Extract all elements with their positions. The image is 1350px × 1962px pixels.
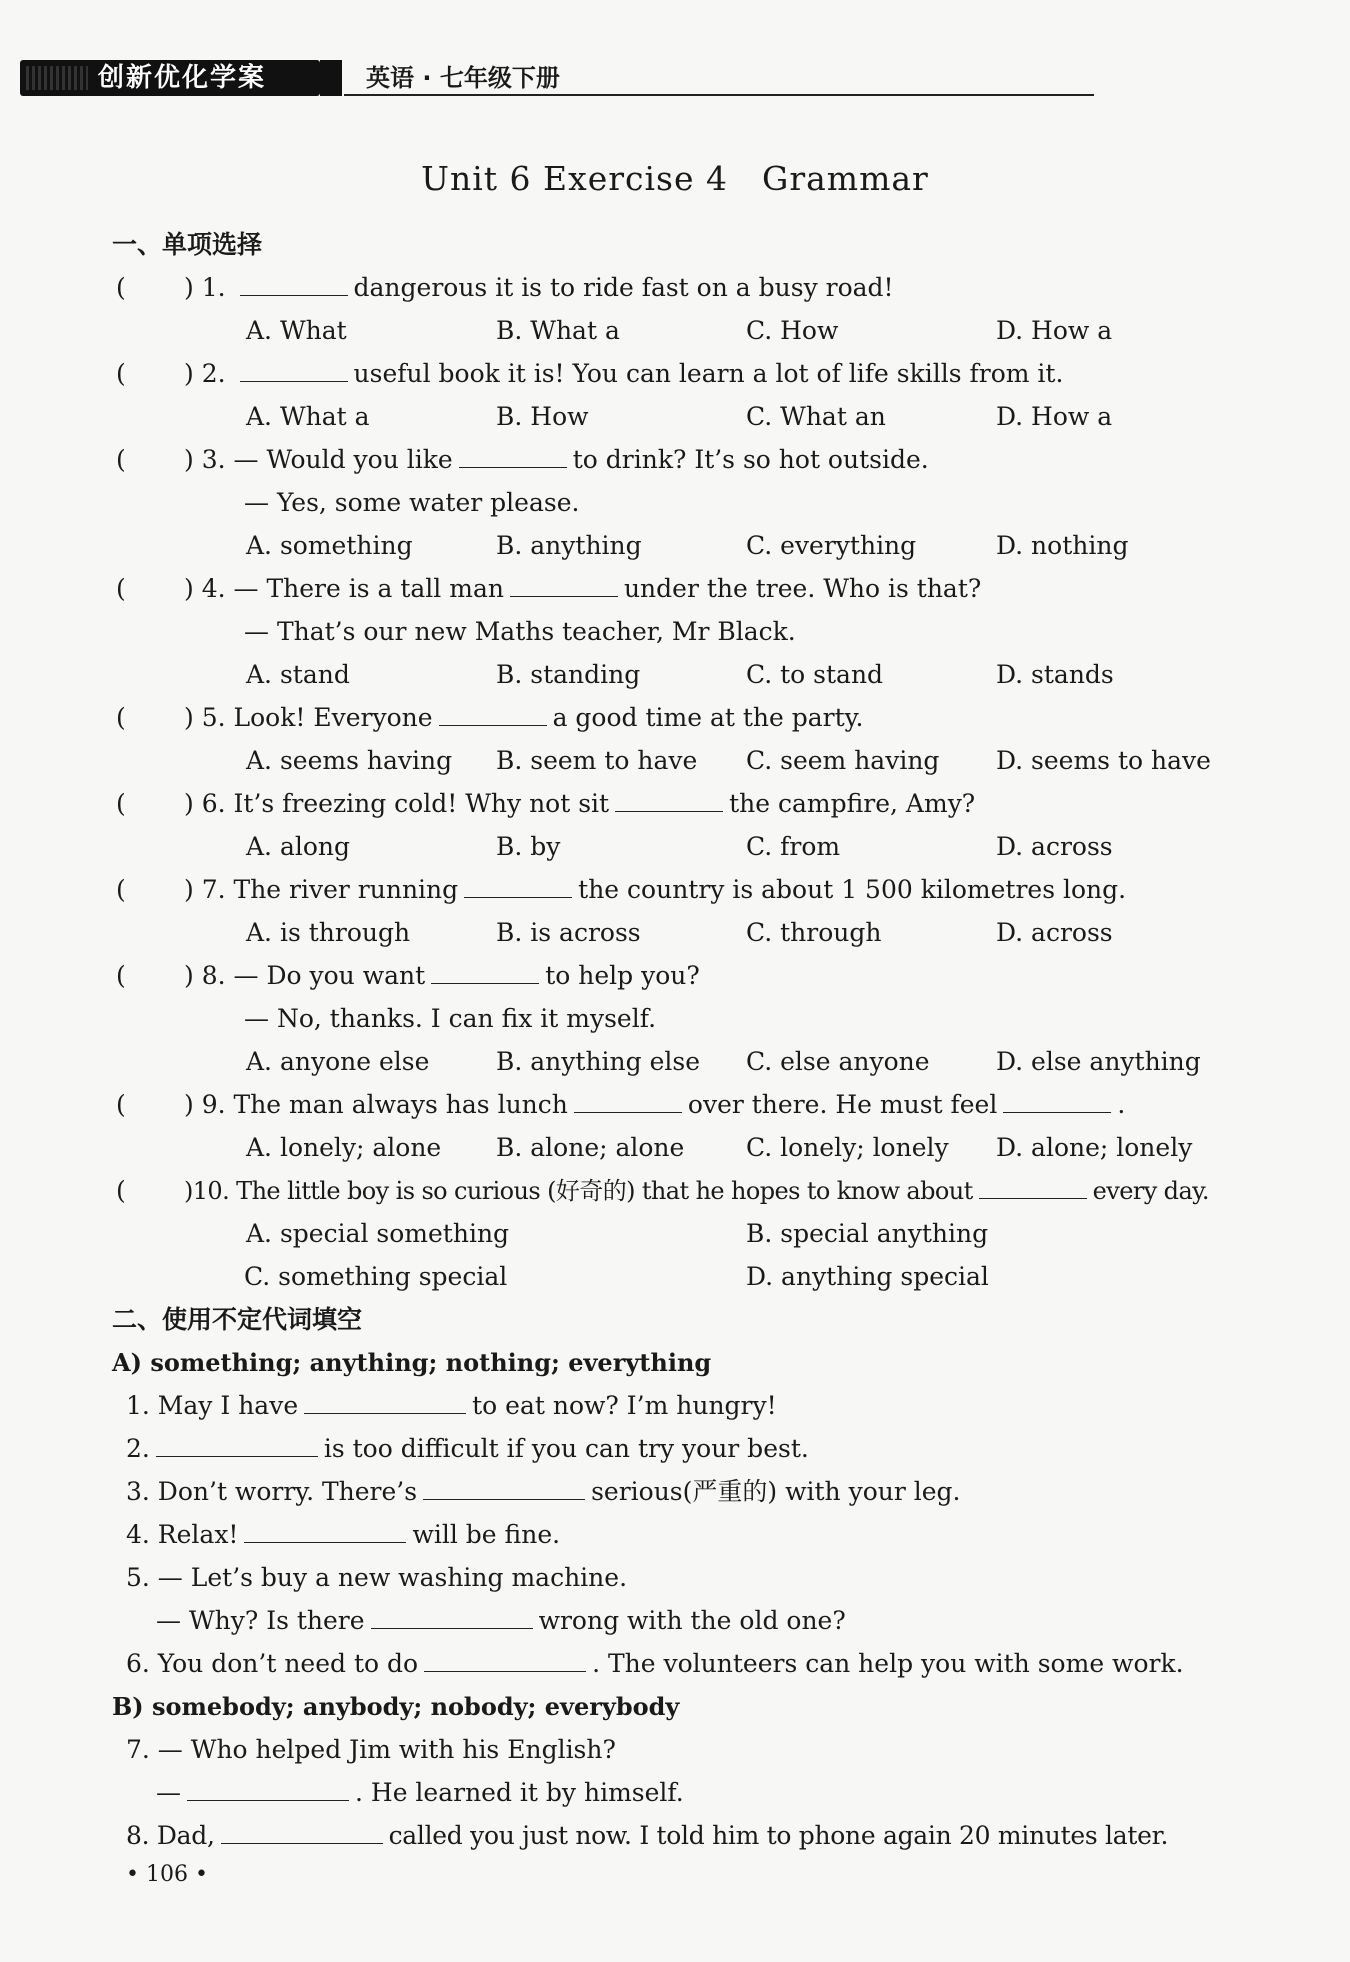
fill-item-3: 3. Don’t worry. There’s serious(严重的) with your leg. (126, 1477, 961, 1506)
option-a: A. special something (246, 1219, 510, 1248)
answer-blank[interactable] (431, 961, 539, 984)
option-a: A. is through (246, 918, 411, 947)
option-d: D. How a (996, 402, 1113, 431)
answer-blank[interactable] (439, 703, 547, 726)
option-d: D. seems to have (996, 746, 1211, 775)
answer-blank[interactable] (1003, 1090, 1111, 1113)
question-number: )10. (184, 1177, 230, 1205)
fill-item-1: 1. May I have to eat now? I’m hungry! (126, 1391, 777, 1420)
option-b: B. anything (496, 531, 642, 560)
option-d: D. across (996, 832, 1113, 861)
option-c: C. everything (746, 531, 917, 560)
question-3 (184, 445, 929, 475)
section1-heading: 一、单项选择 (112, 230, 263, 259)
word-bank-b: B) somebody; anybody; nobody; everybody (112, 1692, 680, 1721)
question-number: ) 5. (184, 703, 226, 732)
page-title: Unit 6 Exercise 4 Grammar (421, 159, 929, 198)
option-c: C. to stand (746, 660, 884, 689)
option-b: B. seem to have (496, 746, 698, 775)
option-a: A. What a (246, 402, 370, 431)
question-line2: — No, thanks. I can fix it myself. (244, 1004, 657, 1033)
answer-paren-open: ( (116, 961, 126, 990)
question-stem: The man always has lunch (233, 1090, 568, 1119)
question-number: ) 4. (184, 574, 226, 603)
option-d: D. stands (996, 660, 1114, 689)
page-number: • 106 • (126, 1862, 208, 1887)
answer-paren-open: ( (116, 1176, 126, 1205)
option-d: D. anything special (746, 1262, 989, 1291)
question-stem: — There is a tall man (233, 574, 504, 603)
fill-item-6: 6. You don’t need to do . The volunteers can help you with some work. (126, 1649, 1184, 1678)
answer-paren-open: ( (116, 574, 126, 603)
option-c: C. How (746, 316, 839, 345)
option-a: A. anyone else (246, 1047, 430, 1076)
fill-item-4: 4. Relax! will be fine. (126, 1520, 561, 1549)
fill-item-7-reply: — . He learned it by himself. (156, 1778, 684, 1807)
question-line2: — That’s our new Maths teacher, Mr Black. (244, 617, 796, 646)
brand-tab (320, 60, 342, 96)
question-number: ) 8. (184, 961, 226, 990)
answer-blank[interactable] (424, 1649, 586, 1672)
option-a: A. lonely; alone (246, 1133, 442, 1162)
question-stem: Look! Everyone (233, 703, 433, 732)
answer-blank[interactable] (423, 1477, 585, 1500)
subject-label: 英语 · 七年级下册 (366, 64, 560, 92)
option-c: C. What an (746, 402, 886, 431)
option-d: D. How a (996, 316, 1113, 345)
option-a: A. What (246, 316, 347, 345)
question-stem: the country is about 1 500 kilometres long. (578, 875, 1127, 904)
option-a: A. along (246, 832, 351, 861)
answer-blank[interactable] (156, 1434, 318, 1457)
answer-paren-open: ( (116, 273, 126, 302)
question-1 (184, 273, 894, 303)
question-stem: — Do you want (233, 961, 426, 990)
answer-blank[interactable] (510, 574, 618, 597)
option-a: A. stand (246, 660, 350, 689)
brand-banner (20, 60, 320, 96)
fill-item-7: 7. — Who helped Jim with his English? (126, 1735, 616, 1764)
fill-item-2: 2. is too difficult if you can try your best. (126, 1434, 809, 1463)
option-c: C. something special (244, 1262, 508, 1291)
answer-paren-open: ( (116, 875, 126, 904)
question-stem: useful book it is! You can learn a lot of life skills from it. (353, 359, 1064, 388)
option-b: B. anything else (496, 1047, 701, 1076)
option-b: B. is across (496, 918, 641, 947)
option-b: B. standing (496, 660, 641, 689)
question-number: ) 3. (184, 445, 226, 474)
question-stem: under the tree. Who is that? (623, 574, 982, 603)
fill-item-8: 8. Dad, called you just now. I told him to phone again 20 minutes later. (126, 1821, 1169, 1850)
question-8 (184, 961, 700, 991)
answer-paren-open: ( (116, 789, 126, 818)
option-d: D. alone; lonely (996, 1133, 1193, 1162)
option-c: C. through (746, 918, 882, 947)
option-a: A. seems having (246, 746, 453, 775)
question-number: ) 7. (184, 875, 226, 904)
answer-blank[interactable] (615, 789, 723, 812)
question-stem: It’s freezing cold! Why not sit (233, 789, 610, 818)
question-10 (184, 1176, 1209, 1206)
option-c: C. seem having (746, 746, 940, 775)
option-c: C. from (746, 832, 841, 861)
option-c: C. lonely; lonely (746, 1133, 949, 1162)
question-stem: to drink? It’s so hot outside. (572, 445, 929, 474)
brand-logo-mark (26, 66, 88, 90)
question-number: ) 9. (184, 1090, 226, 1119)
word-bank-a: A) something; anything; nothing; everything (112, 1348, 712, 1377)
question-2 (184, 359, 1063, 389)
answer-paren-open: ( (116, 445, 126, 474)
question-stem: — Would you like (233, 445, 453, 474)
answer-paren-open: ( (116, 703, 126, 732)
answer-blank[interactable] (187, 1778, 349, 1801)
page-header (20, 56, 1070, 98)
option-d: D. else anything (996, 1047, 1201, 1076)
fill-item-5: 5. — Let’s buy a new washing machine. (126, 1563, 628, 1592)
question-stem: The little boy is so curious (好奇的) that he hopes to know about (236, 1177, 973, 1205)
answer-blank[interactable] (459, 445, 567, 468)
answer-blank[interactable] (979, 1176, 1087, 1199)
answer-paren-open: ( (116, 359, 126, 388)
option-b: B. How (496, 402, 589, 431)
question-stem: every day. (1092, 1177, 1209, 1205)
question-7 (184, 875, 1126, 905)
option-b: B. special anything (746, 1219, 989, 1248)
fill-item-5-reply: — Why? Is there wrong with the old one? (156, 1606, 846, 1635)
option-b: B. by (496, 832, 561, 861)
answer-paren-open: ( (116, 1090, 126, 1119)
answer-blank[interactable] (240, 359, 348, 382)
answer-blank[interactable] (464, 875, 572, 898)
option-d: D. nothing (996, 531, 1129, 560)
question-number: ) 6. (184, 789, 226, 818)
option-a: A. something (246, 531, 413, 560)
header-rule (344, 94, 1094, 96)
question-4 (184, 574, 981, 604)
answer-blank[interactable] (244, 1520, 406, 1543)
question-number: ) 1. (184, 273, 226, 302)
question-5 (184, 703, 863, 733)
question-9 (184, 1090, 1125, 1120)
answer-blank[interactable] (371, 1606, 533, 1629)
question-6 (184, 789, 975, 819)
question-stem: over there. He must feel (687, 1090, 998, 1119)
question-number: ) 2. (184, 359, 226, 388)
option-b: B. What a (496, 316, 620, 345)
question-stem: a good time at the party. (552, 703, 864, 732)
answer-blank[interactable] (221, 1821, 383, 1844)
question-stem: The river running (233, 875, 459, 904)
answer-blank[interactable] (574, 1090, 682, 1113)
section2-heading: 二、使用不定代词填空 (112, 1305, 363, 1334)
answer-blank[interactable] (240, 273, 348, 296)
option-b: B. alone; alone (496, 1133, 685, 1162)
question-line2: — Yes, some water please. (244, 488, 580, 517)
option-d: D. across (996, 918, 1113, 947)
question-stem: . (1117, 1090, 1126, 1119)
question-stem: the campfire, Amy? (729, 789, 976, 818)
answer-blank[interactable] (304, 1391, 466, 1414)
question-stem: dangerous it is to ride fast on a busy road! (353, 273, 894, 302)
brand-name: 创新优化学案 (98, 63, 267, 93)
option-c: C. else anyone (746, 1047, 930, 1076)
question-stem: to help you? (545, 961, 700, 990)
